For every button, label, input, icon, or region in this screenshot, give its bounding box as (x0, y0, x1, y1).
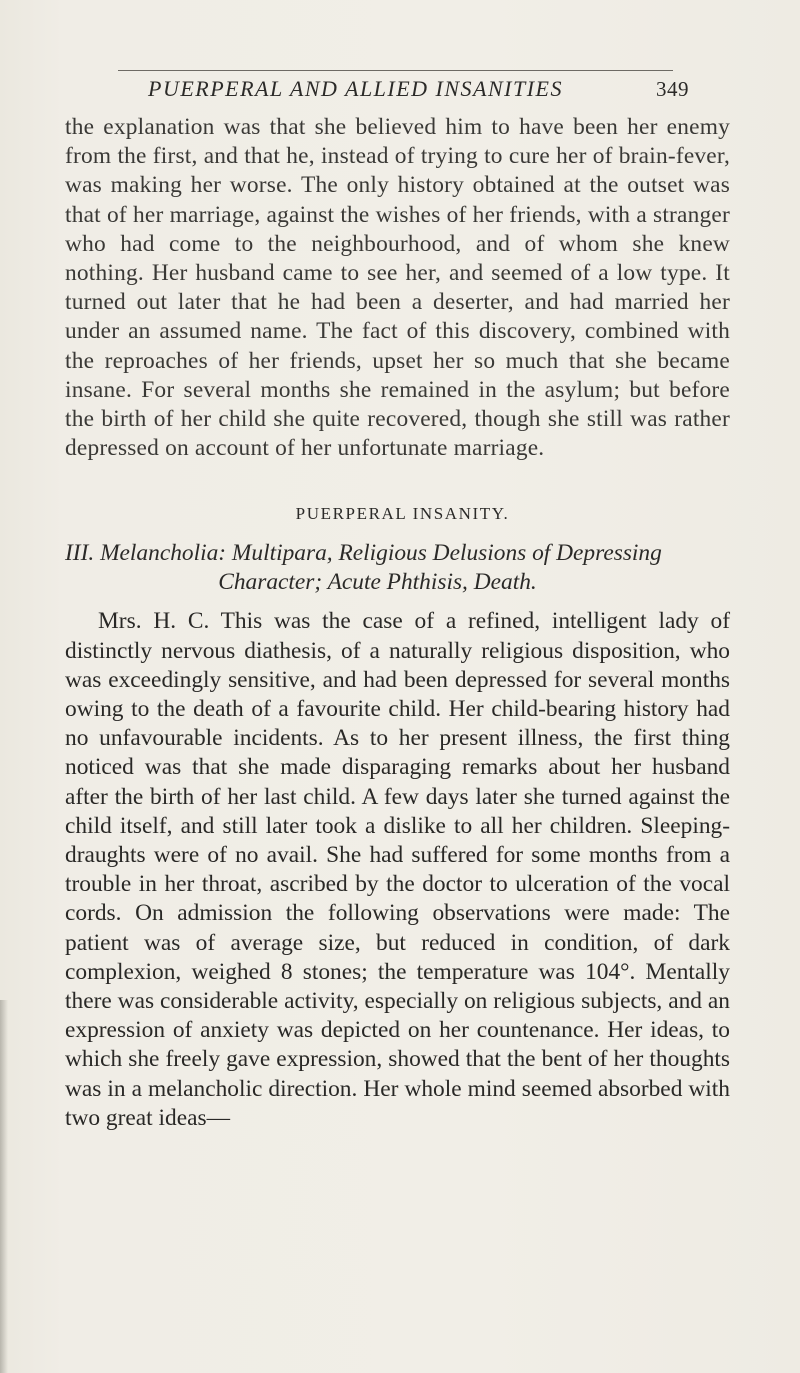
page-number: 349 (656, 77, 689, 101)
continued-paragraph: the explanation was that she believed him to have been her enemy from the first, and that he, instead of trying to cure her of brain-fever, was making her worse. The only history obtained at the outset was that of her marriage, against the wishes of her friends, with a stranger who had come to the neighbourhood, and of whom she knew nothing. Her husband came to see her, and seemed of a low type. It turned out later that he had been a deserter, and had married her under an assumed name. The fact of this discovery, combined with the reproaches of her friends, upset her so much that she became insane. For several months she remained in the asylum; but before the birth of her child she quite recovered, though she still was rather depressed on account of her unfortunate marriage. (65, 114, 730, 462)
case-title (65, 539, 730, 597)
header-rule (118, 70, 673, 71)
case-title-line-1: III. Melancholia: Multipara, Religious Delusions of Depressing (65, 540, 662, 567)
running-head-title: PUERPERAL AND ALLIED INSANITIES (148, 76, 563, 101)
case-title-line-2: Character; Acute Phthisis, Death. (218, 569, 537, 596)
case-paragraph: Mrs. H. C. This was the case of a refined, intelligent lady of distinctly nervous diathesis, of a naturally religious disposition, who was exceedingly sensitive, and had been depressed for several months owing to the death of a favourite child. Her child-bearing history had no unfavourable incidents. As to her present illness, the first thing noticed was that she made disparaging remarks about her husband after the birth of her last child. A few days later she turned against the child itself, and still later took a dislike to all her children. Sleeping-draughts were of no avail. She had suffered for some months from a trouble in her throat, ascribed by the doctor to ulceration of the vocal cords. On admission the following observations were made: The patient was of average size, but reduced in condition, of dark complexion, weighed 8 stones; the temperature was 104°. Mentally there was considerable activity, especially on religious subjects, and an expression of anxiety was depicted on her countenance. Her ideas, to which she freely gave expression, showed that the bent of her thoughts was in a melancholic direction. Her whole mind seemed absorbed with two great ideas— (65, 608, 730, 1131)
running-head (118, 72, 758, 104)
page-edge-shadow (0, 1000, 8, 1373)
section-heading: PUERPERAL INSANITY. (295, 504, 510, 524)
body-text (65, 113, 730, 1133)
